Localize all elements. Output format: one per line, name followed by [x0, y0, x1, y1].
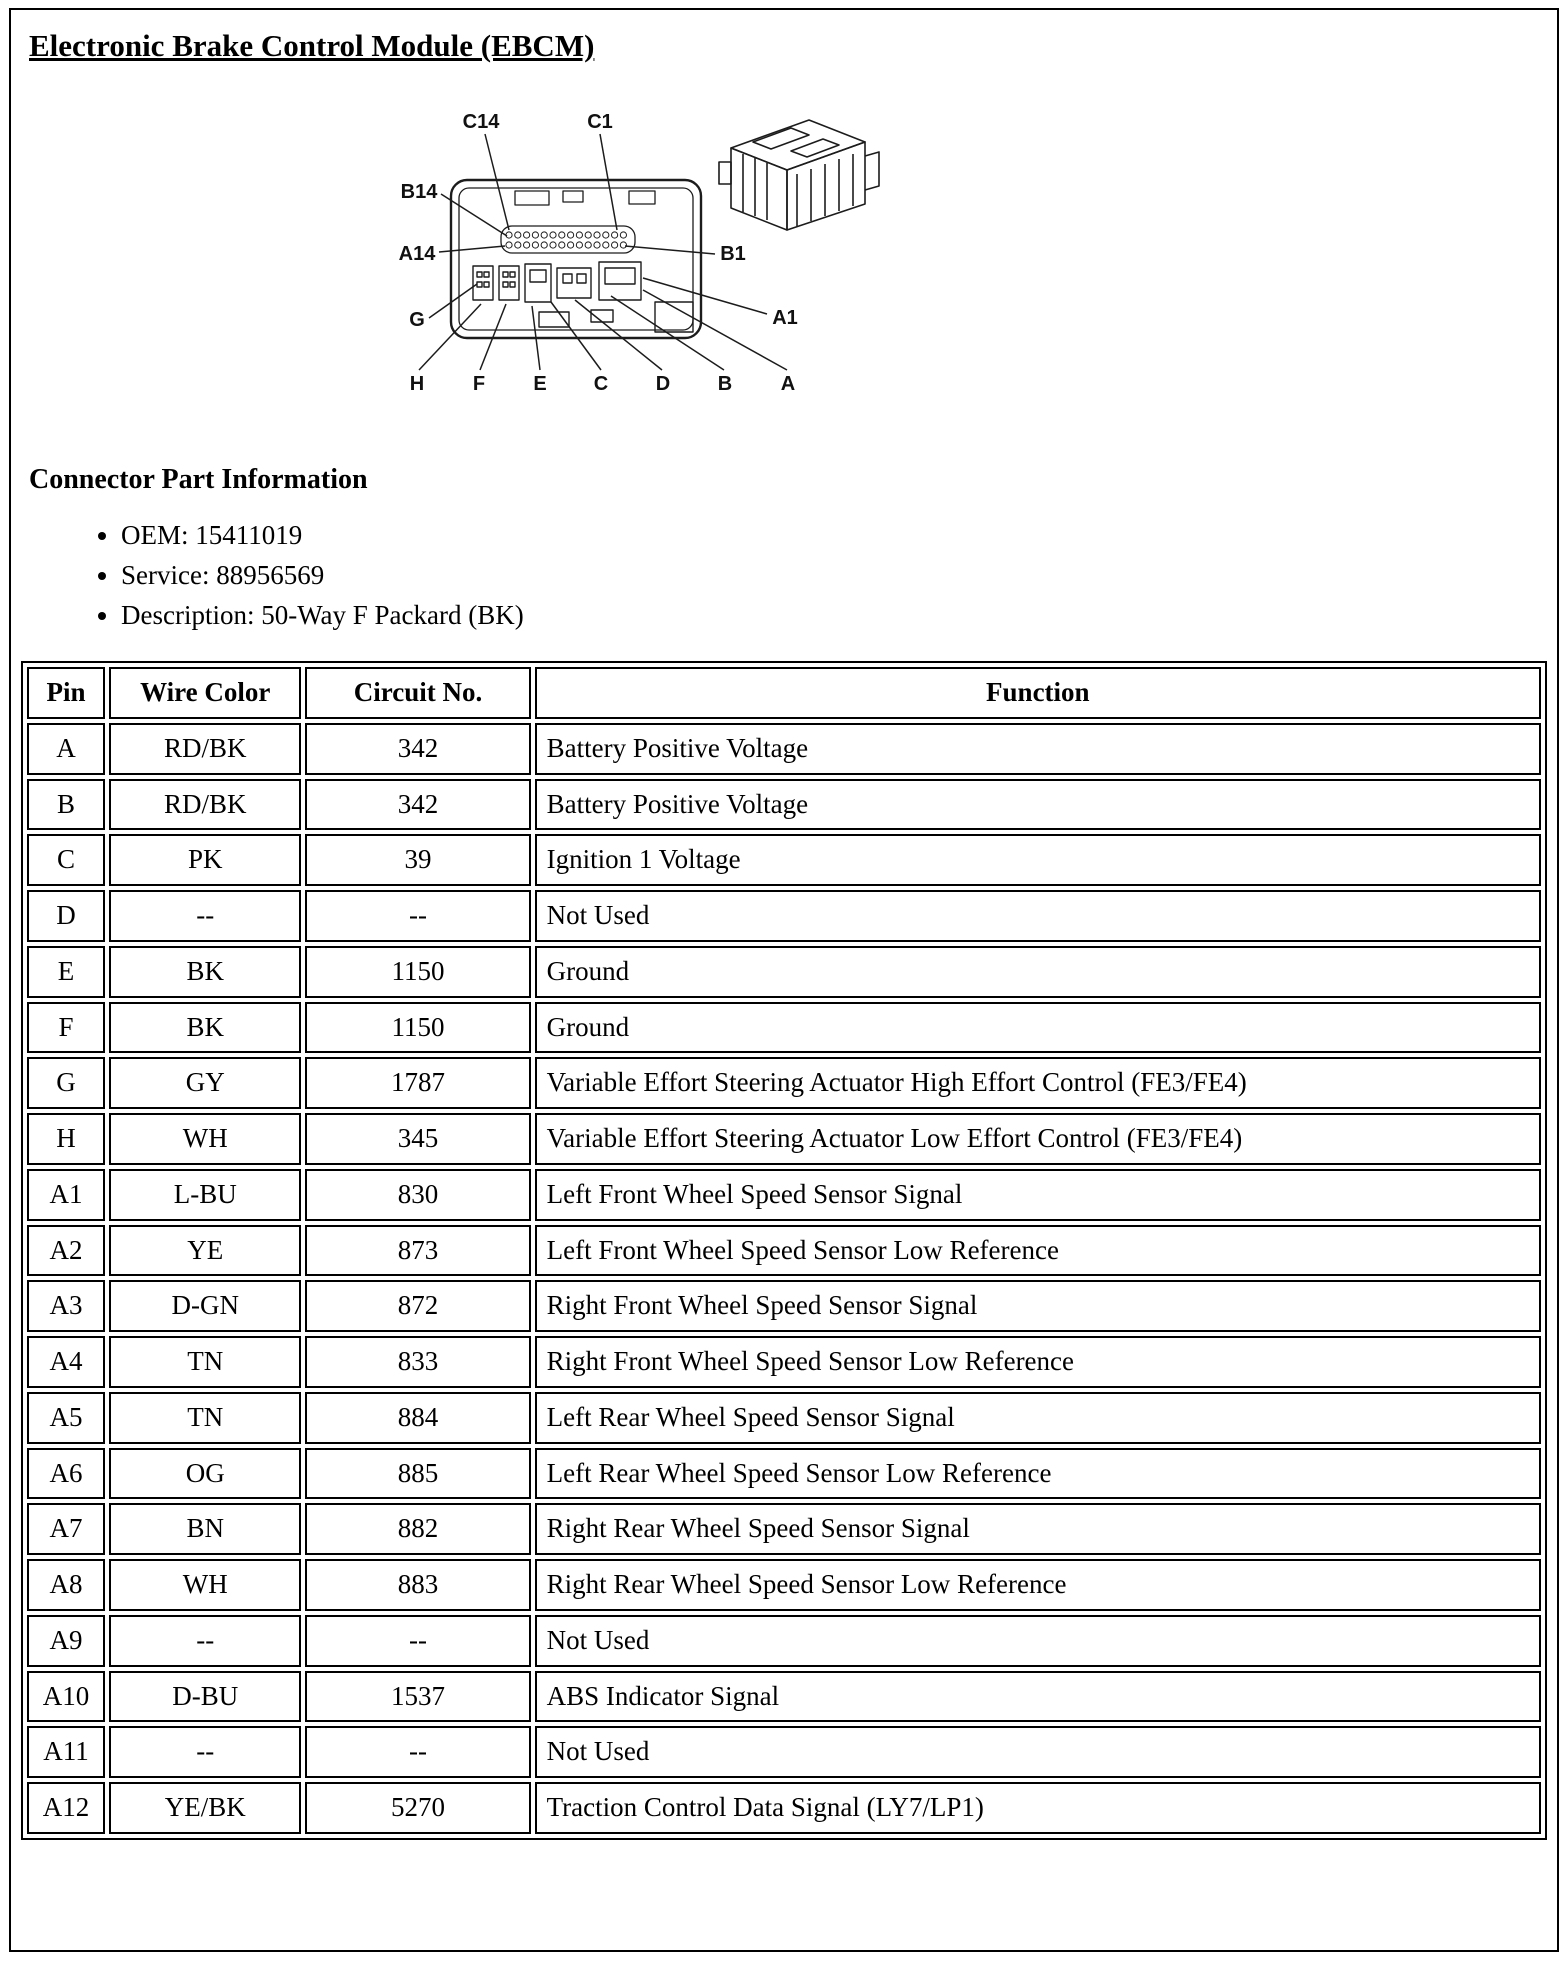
pin-cell: C	[27, 834, 105, 886]
circuit-no-cell: --	[305, 1615, 530, 1667]
wire-color-cell: WH	[109, 1559, 301, 1611]
connector-front-view	[451, 180, 701, 338]
page-title: Electronic Brake Control Module (EBCM)	[29, 28, 595, 63]
table-row	[27, 1448, 1541, 1500]
connector-part-info-heading: Connector Part Information	[29, 464, 368, 495]
table-row	[27, 1503, 1541, 1555]
info-item-description: • Description: 50-Way F Packard (BK)	[121, 600, 1547, 631]
table-row	[27, 1392, 1541, 1444]
wire-color-cell: --	[109, 1726, 301, 1778]
info-item-oem: • OEM: 15411019	[121, 520, 1547, 551]
circuit-no-cell: 830	[305, 1169, 530, 1221]
pin-label-c14: C14	[462, 111, 500, 133]
pin-cell: A2	[27, 1225, 105, 1277]
wire-color-cell: BN	[109, 1503, 301, 1555]
wire-color-cell: BK	[109, 946, 301, 998]
circuit-no-cell: 1150	[305, 946, 530, 998]
wire-color-cell: D-BU	[109, 1671, 301, 1723]
pin-cell: A1	[27, 1169, 105, 1221]
wire-color-cell: TN	[109, 1392, 301, 1444]
function-cell: Battery Positive Voltage	[535, 723, 1541, 775]
col-header-wire-color: Wire Color	[109, 667, 301, 719]
table-row	[27, 946, 1541, 998]
function-cell: Right Rear Wheel Speed Sensor Signal	[535, 1503, 1541, 1555]
function-cell: Variable Effort Steering Actuator Low Effort Control (FE3/FE4)	[535, 1113, 1541, 1165]
circuit-no-cell: 882	[305, 1503, 530, 1555]
circuit-no-cell: 883	[305, 1559, 530, 1611]
circuit-no-cell: 1787	[305, 1057, 530, 1109]
pin-label-d: D	[655, 373, 671, 395]
pin-cell: A4	[27, 1336, 105, 1388]
col-header-pin: Pin	[27, 667, 105, 719]
function-cell: Left Front Wheel Speed Sensor Low Reference	[535, 1225, 1541, 1277]
table-row	[27, 1225, 1541, 1277]
pin-label-c1: C1	[587, 111, 613, 133]
pin-label-a1: A1	[772, 307, 798, 329]
table-row	[27, 723, 1541, 775]
function-cell: Not Used	[535, 1726, 1541, 1778]
pin-cell: A10	[27, 1671, 105, 1723]
wire-color-cell: YE	[109, 1225, 301, 1277]
pin-cell: A7	[27, 1503, 105, 1555]
function-cell: Ground	[535, 946, 1541, 998]
pin-label-c: C	[593, 373, 609, 395]
pinout-table-body	[27, 723, 1541, 1834]
pin-cell: A3	[27, 1280, 105, 1332]
connector-info-list	[69, 520, 1547, 631]
table-header-row	[27, 667, 1541, 719]
wire-color-cell: --	[109, 1615, 301, 1667]
function-cell: Battery Positive Voltage	[535, 779, 1541, 831]
table-row	[27, 834, 1541, 886]
circuit-no-cell: 39	[305, 834, 530, 886]
pin-cell: A9	[27, 1615, 105, 1667]
pin-cell: E	[27, 946, 105, 998]
circuit-no-cell: 872	[305, 1280, 530, 1332]
circuit-no-cell: 884	[305, 1392, 530, 1444]
function-cell: Ignition 1 Voltage	[535, 834, 1541, 886]
pin-cell: A12	[27, 1782, 105, 1834]
pin-label-b1: B1	[720, 243, 746, 265]
pin-cell: A6	[27, 1448, 105, 1500]
function-cell: Not Used	[535, 1615, 1541, 1667]
pin-label-a14: A14	[398, 243, 436, 265]
table-row	[27, 1615, 1541, 1667]
pin-cell: A8	[27, 1559, 105, 1611]
circuit-no-cell: 342	[305, 723, 530, 775]
connector-diagram-svg	[393, 106, 898, 408]
pin-cell: B	[27, 779, 105, 831]
table-row	[27, 1559, 1541, 1611]
connector-isometric-view	[719, 120, 879, 230]
table-row	[27, 1336, 1541, 1388]
circuit-no-cell: 342	[305, 779, 530, 831]
circuit-no-cell: --	[305, 1726, 530, 1778]
table-row	[27, 890, 1541, 942]
service-manual-page	[9, 8, 1559, 1952]
table-row	[27, 1057, 1541, 1109]
pin-label-f: F	[472, 373, 486, 395]
table-row	[27, 1002, 1541, 1054]
table-row	[27, 1113, 1541, 1165]
function-cell: Right Front Wheel Speed Sensor Signal	[535, 1280, 1541, 1332]
circuit-no-cell: 885	[305, 1448, 530, 1500]
wire-color-cell: GY	[109, 1057, 301, 1109]
table-row	[27, 779, 1541, 831]
function-cell: Right Front Wheel Speed Sensor Low Reference	[535, 1336, 1541, 1388]
table-row	[27, 1782, 1541, 1834]
wire-color-cell: WH	[109, 1113, 301, 1165]
wire-color-cell: D-GN	[109, 1280, 301, 1332]
pin-cell: H	[27, 1113, 105, 1165]
circuit-no-cell: 833	[305, 1336, 530, 1388]
function-cell: Traction Control Data Signal (LY7/LP1)	[535, 1782, 1541, 1834]
circuit-no-cell: 873	[305, 1225, 530, 1277]
function-cell: Left Rear Wheel Speed Sensor Low Reference	[535, 1448, 1541, 1500]
wire-color-cell: TN	[109, 1336, 301, 1388]
function-cell: Not Used	[535, 890, 1541, 942]
function-cell: Right Rear Wheel Speed Sensor Low Reference	[535, 1559, 1541, 1611]
pin-grid	[506, 232, 627, 248]
circuit-no-cell: 5270	[305, 1782, 530, 1834]
connector-diagram	[21, 106, 1547, 410]
pin-label-b: B	[717, 373, 733, 395]
col-header-circuit-no: Circuit No.	[305, 667, 530, 719]
wire-color-cell: L-BU	[109, 1169, 301, 1221]
pin-cell: A	[27, 723, 105, 775]
function-cell: Ground	[535, 1002, 1541, 1054]
pin-cell: G	[27, 1057, 105, 1109]
pinout-table	[21, 661, 1547, 1840]
table-row	[27, 1280, 1541, 1332]
pin-cell: A11	[27, 1726, 105, 1778]
pin-label-h: H	[409, 373, 425, 395]
table-row	[27, 1169, 1541, 1221]
wire-color-cell: BK	[109, 1002, 301, 1054]
circuit-no-cell: --	[305, 890, 530, 942]
function-cell: ABS Indicator Signal	[535, 1671, 1541, 1723]
pin-label-a: A	[780, 373, 796, 395]
pin-label-g: G	[409, 309, 425, 331]
wire-color-cell: RD/BK	[109, 779, 301, 831]
info-item-service: • Service: 88956569	[121, 560, 1547, 591]
wire-color-cell: PK	[109, 834, 301, 886]
wire-color-cell: --	[109, 890, 301, 942]
pin-cell: F	[27, 1002, 105, 1054]
pin-cell: D	[27, 890, 105, 942]
col-header-function: Function	[535, 667, 1541, 719]
function-cell: Variable Effort Steering Actuator High Effort Control (FE3/FE4)	[535, 1057, 1541, 1109]
pin-label-e: E	[533, 373, 547, 395]
pin-cell: A5	[27, 1392, 105, 1444]
function-cell: Left Front Wheel Speed Sensor Signal	[535, 1169, 1541, 1221]
circuit-no-cell: 1150	[305, 1002, 530, 1054]
circuit-no-cell: 1537	[305, 1671, 530, 1723]
wire-color-cell: YE/BK	[109, 1782, 301, 1834]
pin-label-b14: B14	[400, 181, 438, 203]
function-cell: Left Rear Wheel Speed Sensor Signal	[535, 1392, 1541, 1444]
wire-color-cell: RD/BK	[109, 723, 301, 775]
wire-color-cell: OG	[109, 1448, 301, 1500]
table-row	[27, 1671, 1541, 1723]
table-row	[27, 1726, 1541, 1778]
circuit-no-cell: 345	[305, 1113, 530, 1165]
